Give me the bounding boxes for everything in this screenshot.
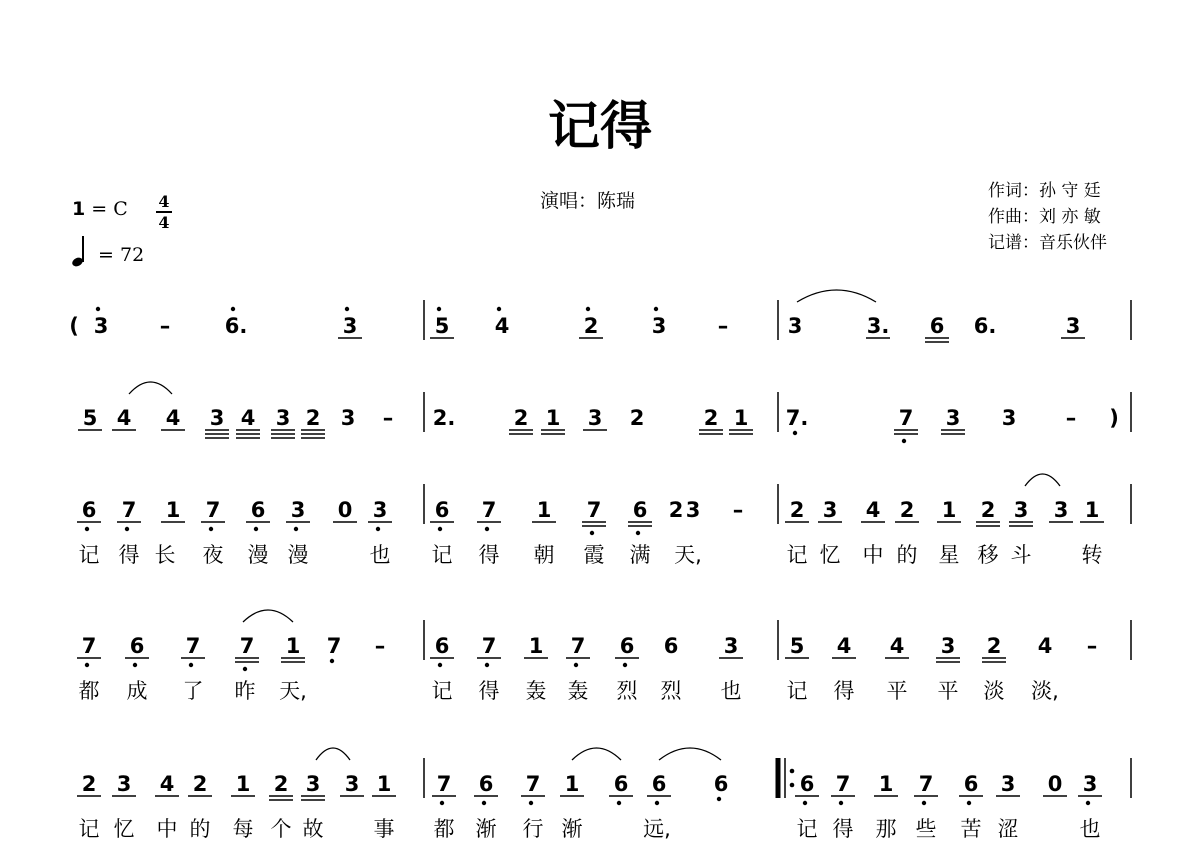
note: 3 — [209, 406, 225, 430]
lyric: 记 — [78, 817, 100, 841]
lyric: 那 — [875, 817, 897, 841]
note: 7 — [326, 634, 342, 658]
note: 7 — [835, 772, 851, 796]
song-title: 记得 — [547, 96, 652, 157]
extension-dash: – — [374, 634, 386, 658]
note: 2 — [305, 406, 321, 430]
bracket: ) — [1109, 406, 1119, 430]
octave-dot-above — [437, 307, 441, 311]
note: 4 — [1037, 634, 1053, 658]
lyric: 记 — [786, 543, 808, 567]
note: 7 — [586, 498, 602, 522]
lyric: 远, — [643, 817, 671, 841]
lyric: 烈 — [660, 679, 682, 703]
note: 6 — [663, 634, 679, 658]
lyric: 的 — [189, 817, 211, 841]
octave-dot-below — [85, 527, 89, 531]
octave-dot-below — [482, 801, 486, 805]
octave-dot-above — [345, 307, 349, 311]
note: 3 — [116, 772, 132, 796]
note: 6 — [963, 772, 979, 796]
note: 4 — [240, 406, 256, 430]
octave-dot-below — [839, 801, 843, 805]
note: 3 — [587, 406, 603, 430]
note: 4 — [889, 634, 905, 658]
singer-credit: 演唱：陈瑞 — [540, 190, 636, 212]
lyric: 得 — [832, 817, 854, 841]
lyric: 苦 — [960, 817, 982, 841]
note: 3 — [723, 634, 739, 658]
extension-dash: – — [1086, 634, 1098, 658]
note: 7 — [81, 634, 97, 658]
note: 1 — [564, 772, 580, 796]
note: 2 — [583, 314, 599, 338]
note: 3 — [1013, 498, 1029, 522]
note: 1 — [376, 772, 392, 796]
note: 3 — [1001, 406, 1017, 430]
key-name: = C — [91, 198, 128, 220]
note: 3 — [685, 498, 701, 522]
note: 3. — [866, 314, 890, 338]
note: 6 — [434, 498, 450, 522]
octave-dot-below — [440, 801, 444, 805]
lyricist-credit: 作词：孙 守 廷 — [988, 181, 1101, 201]
repeat-dot — [790, 769, 795, 774]
key-tonic-number: 1 — [72, 198, 86, 220]
note: 7 — [570, 634, 586, 658]
lyric: 漫 — [247, 543, 269, 567]
note: 4 — [494, 314, 510, 338]
extension-dash: – — [382, 406, 394, 430]
lyric: 记 — [78, 543, 100, 567]
octave-dot-below — [133, 663, 137, 667]
extension-dash: – — [1065, 406, 1077, 430]
lyric: 平 — [937, 679, 959, 703]
lyric: 星 — [938, 543, 960, 567]
lyric: 渐 — [561, 817, 583, 841]
time-sig-top: 4 — [158, 192, 170, 211]
note: 6. — [224, 314, 248, 338]
lyric: 得 — [478, 543, 500, 567]
octave-dot-below — [254, 527, 258, 531]
lyric: 天, — [279, 679, 307, 703]
note: 7 — [239, 634, 255, 658]
octave-dot-below — [85, 663, 89, 667]
note: 3 — [1065, 314, 1081, 338]
octave-dot-below — [902, 439, 906, 443]
octave-dot-below — [294, 527, 298, 531]
octave-dot-above — [654, 307, 658, 311]
octave-dot-below — [485, 527, 489, 531]
note: 2 — [703, 406, 719, 430]
lyric: 烈 — [616, 679, 638, 703]
note: 7 — [436, 772, 452, 796]
octave-dot-below — [1086, 801, 1090, 805]
note: 6 — [613, 772, 629, 796]
note: 0 — [1047, 772, 1063, 796]
lyric: 故 — [302, 817, 324, 841]
lyric: 些 — [915, 817, 937, 841]
lyric: 也 — [369, 543, 391, 567]
note: 1 — [733, 406, 749, 430]
octave-dot-above — [586, 307, 590, 311]
slur — [129, 382, 172, 394]
lyric: 记 — [796, 817, 818, 841]
lyric: 的 — [896, 543, 918, 567]
slur — [316, 748, 350, 760]
slur — [243, 610, 293, 622]
note: 4 — [865, 498, 881, 522]
lyric: 朝 — [533, 543, 555, 567]
note: 3 — [290, 498, 306, 522]
note: 2 — [629, 406, 645, 430]
note: 3 — [305, 772, 321, 796]
note: 3 — [340, 406, 356, 430]
lyric: 都 — [78, 679, 100, 703]
note: 0 — [337, 498, 353, 522]
note: 6 — [619, 634, 635, 658]
note: 5 — [434, 314, 450, 338]
extension-dash: – — [732, 498, 744, 522]
note: 2 — [513, 406, 529, 430]
slur — [572, 748, 621, 760]
note: 1 — [528, 634, 544, 658]
lyric: 记 — [786, 679, 808, 703]
note: 6 — [799, 772, 815, 796]
lyric: 得 — [478, 679, 500, 703]
note: 6. — [973, 314, 997, 338]
octave-dot-above — [96, 307, 100, 311]
octave-dot-below — [376, 527, 380, 531]
note: 3 — [945, 406, 961, 430]
lyric: 天, — [674, 543, 702, 567]
lyric: 渐 — [475, 817, 497, 841]
lyric: 成 — [126, 679, 148, 703]
note: 4 — [165, 406, 181, 430]
lyric: 昨 — [234, 679, 256, 703]
note: 2 — [273, 772, 289, 796]
note: 7 — [481, 634, 497, 658]
lyric: 轰 — [525, 679, 547, 703]
transcriber-credit: 记谱：音乐伙伴 — [988, 233, 1107, 253]
note: 3 — [344, 772, 360, 796]
note: 1 — [165, 498, 181, 522]
note: 3 — [1000, 772, 1016, 796]
note: 3 — [93, 314, 109, 338]
lyric: 移 — [977, 543, 999, 567]
note: 6 — [250, 498, 266, 522]
composer-credit: 作曲：刘 亦 敏 — [988, 207, 1101, 227]
note: 4 — [159, 772, 175, 796]
note: 2 — [899, 498, 915, 522]
note: 7 — [185, 634, 201, 658]
note: 6 — [713, 772, 729, 796]
note: 4 — [836, 634, 852, 658]
note: 6 — [632, 498, 648, 522]
octave-dot-below — [438, 527, 442, 531]
octave-dot-below — [717, 797, 721, 801]
note: 3 — [1053, 498, 1069, 522]
note: 1 — [941, 498, 957, 522]
octave-dot-below — [243, 667, 247, 671]
note: 3 — [651, 314, 667, 338]
repeat-dot — [790, 783, 795, 788]
note: 1 — [285, 634, 301, 658]
note: 7 — [205, 498, 221, 522]
lyric: 涩 — [997, 817, 1019, 841]
octave-dot-below — [330, 659, 334, 663]
bracket: ( — [69, 314, 79, 338]
tempo-value: = 72 — [98, 244, 145, 266]
octave-dot-below — [655, 801, 659, 805]
note: 6 — [478, 772, 494, 796]
lyric: 忆 — [113, 817, 135, 841]
octave-dot-above — [497, 307, 501, 311]
lyric: 得 — [118, 543, 140, 567]
lyric: 每 — [232, 817, 254, 841]
note: 5 — [789, 634, 805, 658]
octave-dot-below — [636, 531, 640, 535]
note: 2 — [789, 498, 805, 522]
note: 7 — [918, 772, 934, 796]
lyric: 事 — [373, 817, 395, 841]
extension-dash: – — [159, 314, 171, 338]
slur — [659, 748, 721, 760]
lyric: 个 — [270, 817, 292, 841]
lyric: 霞 — [583, 543, 605, 567]
note: 3 — [1082, 772, 1098, 796]
lyric: 中 — [156, 817, 178, 841]
lyric: 都 — [433, 817, 455, 841]
note: 1 — [545, 406, 561, 430]
note: 6 — [129, 634, 145, 658]
octave-dot-above — [231, 307, 235, 311]
note: 7 — [898, 406, 914, 430]
lyric: 记 — [431, 543, 453, 567]
octave-dot-below — [574, 663, 578, 667]
lyric: 记 — [431, 679, 453, 703]
note: 7 — [121, 498, 137, 522]
note: 2 — [980, 498, 996, 522]
octave-dot-below — [209, 527, 213, 531]
note: 3 — [940, 634, 956, 658]
note: 3 — [342, 314, 358, 338]
note: 2 — [192, 772, 208, 796]
time-sig-bottom: 4 — [158, 213, 170, 232]
octave-dot-below — [967, 801, 971, 805]
slur — [797, 290, 876, 302]
note: 6 — [434, 634, 450, 658]
note: 1 — [878, 772, 894, 796]
lyric: 也 — [720, 679, 742, 703]
note: 2 — [986, 634, 1002, 658]
note: 2 — [81, 772, 97, 796]
octave-dot-below — [438, 663, 442, 667]
note: 6 — [929, 314, 945, 338]
lyric: 得 — [833, 679, 855, 703]
lyric: 行 — [522, 817, 544, 841]
octave-dot-below — [125, 527, 129, 531]
note: 6 — [651, 772, 667, 796]
note: 6 — [81, 498, 97, 522]
lyric: 漫 — [287, 543, 309, 567]
note: 1 — [536, 498, 552, 522]
note: 3 — [275, 406, 291, 430]
note: 7 — [481, 498, 497, 522]
lyric: 也 — [1079, 817, 1101, 841]
lyric: 忆 — [819, 543, 841, 567]
note: 1 — [1084, 498, 1100, 522]
note: 2 — [668, 498, 684, 522]
lyric: 淡 — [983, 679, 1005, 703]
note: 1 — [235, 772, 251, 796]
octave-dot-below — [485, 663, 489, 667]
lyric: 轰 — [567, 679, 589, 703]
lyric: 满 — [629, 543, 651, 567]
lyric: 夜 — [202, 543, 224, 567]
octave-dot-below — [617, 801, 621, 805]
note: 7 — [525, 772, 541, 796]
lyric: 斗 — [1010, 543, 1032, 567]
octave-dot-below — [623, 663, 627, 667]
lyric: 中 — [862, 543, 884, 567]
lyric: 转 — [1081, 543, 1103, 567]
octave-dot-below — [189, 663, 193, 667]
slur — [1025, 474, 1060, 486]
octave-dot-below — [793, 431, 797, 435]
lyric: 平 — [886, 679, 908, 703]
lyric: 长 — [154, 543, 176, 567]
octave-dot-below — [803, 801, 807, 805]
lyric: 了 — [182, 679, 204, 703]
note: 4 — [116, 406, 132, 430]
octave-dot-below — [590, 531, 594, 535]
note: 3 — [822, 498, 838, 522]
note: 3 — [787, 314, 803, 338]
octave-dot-below — [529, 801, 533, 805]
extension-dash: – — [717, 314, 729, 338]
lyric: 淡, — [1031, 679, 1059, 703]
octave-dot-below — [922, 801, 926, 805]
note: 5 — [82, 406, 98, 430]
note: 3 — [372, 498, 388, 522]
note: 2. — [432, 406, 456, 430]
note: 7. — [785, 406, 809, 430]
